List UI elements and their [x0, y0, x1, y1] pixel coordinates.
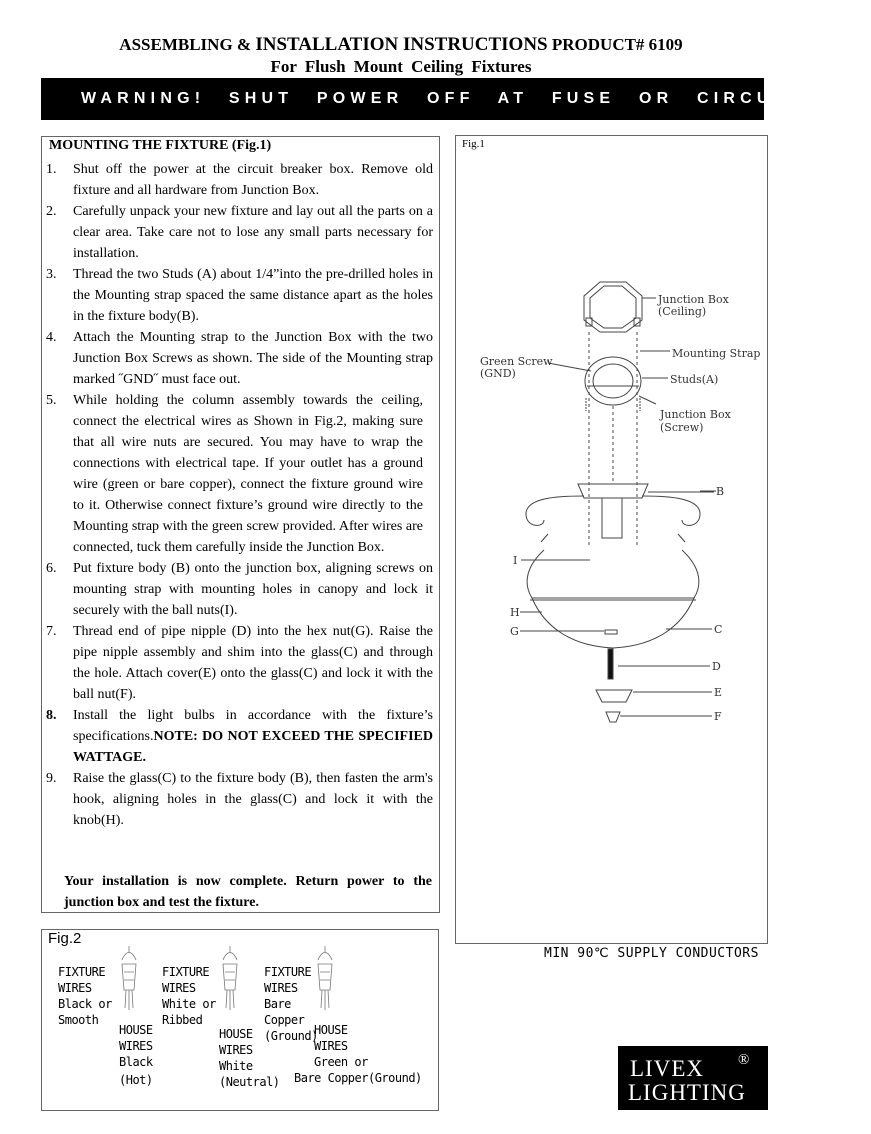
title-part-1: ASSEMBLING &: [119, 35, 252, 54]
step-6: 6. Put fixture body (B) onto the junction box, aligning screws on mounting strap with mounting holes in canopy and lock it securely with the ball nuts(I).: [46, 561, 433, 618]
wire-nut-icon: [318, 946, 332, 1010]
label-mounting-strap: Mounting Strap: [672, 347, 761, 360]
wire-nut-drawings: [42, 930, 440, 1112]
livex-lighting-logo: LIVEX LIGHTING ®: [618, 1046, 768, 1110]
house-wires-black: HOUSE WIRES Black (Hot): [119, 1023, 153, 1087]
cover-shape: [596, 690, 632, 702]
junction-box-shape: [584, 282, 642, 332]
label-b: B: [716, 485, 725, 498]
wire-nut-icon: [122, 946, 136, 1010]
completion-note: Your installation is now complete. Return power to the junction box and test the fixture.: [64, 874, 432, 910]
house-wires-ground: HOUSE WIRES Green or Bare Copper(Ground): [294, 1023, 422, 1085]
fixture-wires-black: FIXTURE WIRES Black or Smooth: [58, 965, 112, 1027]
step-4: 4. Attach the Mounting strap to the Junction Box with the two Junction Box Screws as shown. The side of the Mounting strap marked ˝GND˝ must face out.: [46, 330, 433, 387]
ball-nut-shape: [606, 712, 620, 722]
document-title: [0, 34, 802, 56]
label-i: I: [513, 554, 518, 567]
label-h: H: [510, 606, 520, 619]
fixture-wires-white: FIXTURE WIRES White or Ribbed: [162, 965, 216, 1027]
step-8: 8. Install the light bulbs in accordance with the fixture’s specifications.NOTE: DO NOT EXCEED THE SPECIFIED WATTAGE.: [46, 708, 433, 765]
glass-bowl-shape: [532, 598, 694, 648]
mounting-title: MOUNTING THE FIXTURE (Fig.1): [49, 138, 272, 153]
label-studs: Studs(A): [670, 373, 719, 386]
label-g: G: [510, 625, 519, 638]
step-3: 3. Thread the two Studs (A) about 1/4”into the pre-drilled holes in the Mounting strap spaced the same distance apart as the holes in the fixture body(B).: [46, 267, 433, 324]
product-number: PRODUCT# 6109: [551, 35, 683, 54]
label-c: C: [714, 623, 723, 636]
wire-nut-icon: [223, 946, 237, 1010]
step-7: 7. Thread end of pipe nipple (D) into the hex nut(G). Raise the pipe nipple assembly and shim into the glass(C) and through the hole. Attach cover(E) onto the glass(C) and lock it with the ball nut(F).: [46, 624, 433, 702]
label-junction-box-screw: Junction Box: [660, 408, 731, 421]
label-e: E: [714, 686, 723, 699]
step-2: 2. Carefully unpack your new fixture and lay out all the parts on a clear area. Take care not to lose any small parts necessary for installation.: [46, 204, 433, 261]
label-f: F: [714, 710, 722, 723]
document-subtitle: For Flush Mount Ceiling Fixtures: [270, 57, 532, 76]
title-part-2: INSTALLATION INSTRUCTIONS: [255, 34, 548, 55]
step-1: 1. Shut off the power at the circuit breaker box. Remove old fixture and all hardware from Junction Box.: [46, 162, 433, 198]
steps-list: [46, 159, 433, 831]
supply-conductors-note: MIN 90℃ SUPPLY CONDUCTORS: [544, 946, 759, 961]
fig1-diagram: [455, 135, 768, 944]
step-9: 9. Raise the glass(C) to the fixture body (B), then fasten the arm's hook, aligning holes in the glass(C) and lock it with the knob(H).: [46, 771, 433, 828]
step-5: 5. While holding the column assembly towards the ceiling, connect the electrical wires as Shown in Fig.2, making sure that all wire nuts are secured. You may have to wrap the connections with electrical tape. If your outlet has a ground wire (green or bare copper), connect the fixture ground wire to it. Otherwise connect fixture’s ground wire directly to the Mounting strap with the green screw provided. After wires are connected, tuck them carefully inside the Junction Box.: [46, 393, 423, 555]
fixture-wires-ground: FIXTURE WIRES Bare Copper (Ground): [264, 965, 318, 1043]
fig1-label: Fig.1: [462, 138, 485, 150]
wattage-note: NOTE: DO NOT EXCEED THE SPECIFIED WATTAGE.: [73, 729, 433, 765]
warning-banner: WARNING! SHUT POWER OFF AT FUSE OR CIRCUIT BRE: [41, 78, 764, 120]
fig2-wiring-diagram: [41, 929, 439, 1111]
pipe-nipple-shape: [608, 649, 613, 679]
label-ceiling: (Ceiling): [658, 305, 707, 318]
label-junction-box: Junction Box: [658, 293, 729, 306]
fig2-label: Fig.2: [48, 930, 82, 947]
label-gnd: (GND): [480, 367, 516, 380]
mounting-instructions: [41, 136, 440, 913]
house-wires-white: HOUSE WIRES White (Neutral): [219, 1027, 280, 1089]
label-d: D: [712, 660, 721, 673]
label-screw: (Screw): [660, 421, 704, 434]
label-green-screw: Green Screw: [480, 355, 553, 368]
fixture-exploded-diagram: [456, 136, 769, 945]
